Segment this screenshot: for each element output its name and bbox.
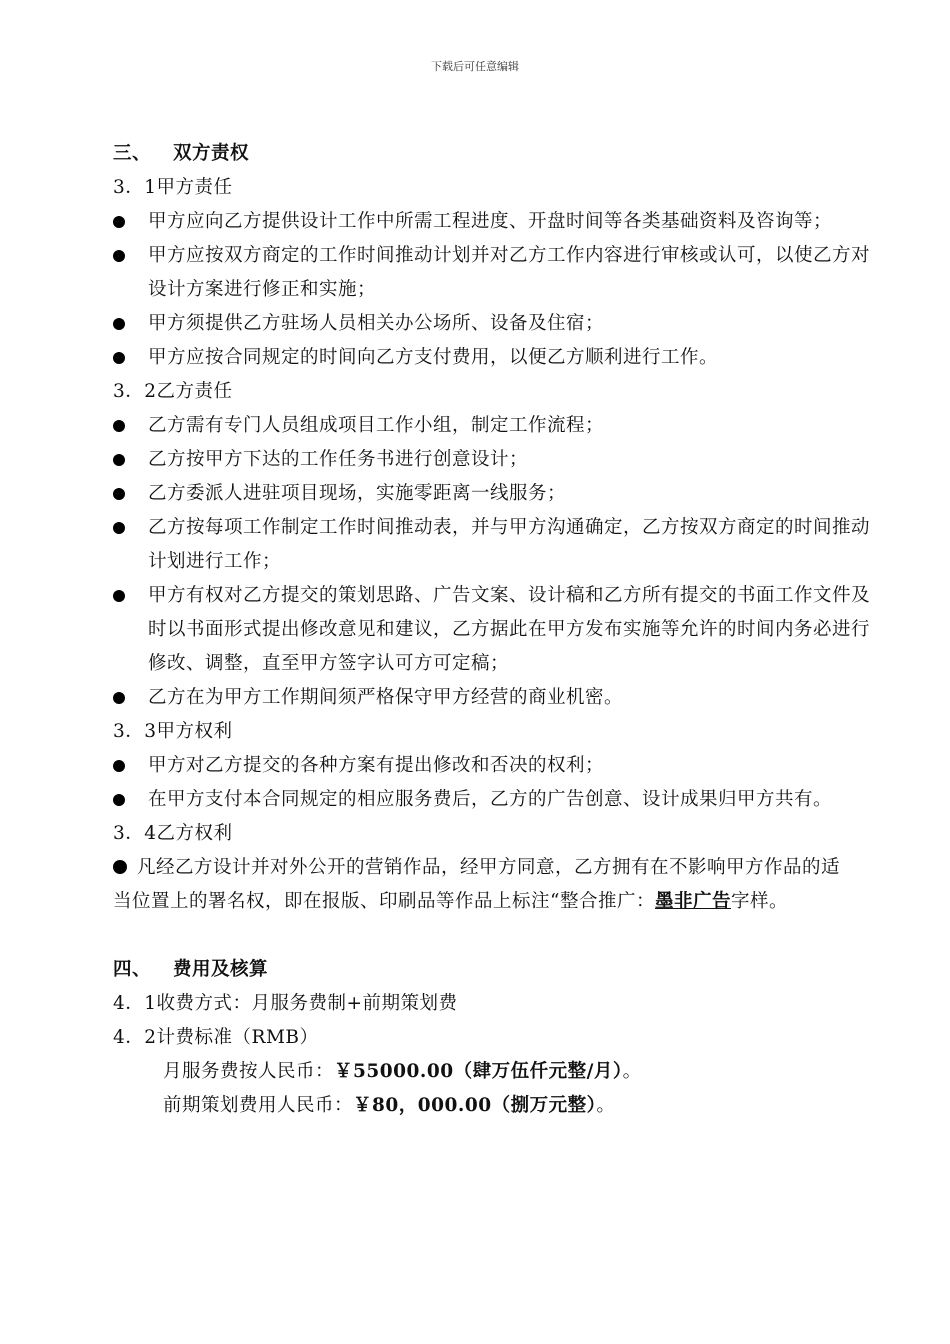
bullet-icon xyxy=(113,692,125,704)
list-item: 甲方须提供乙方驻场人员相关办公场所、设备及住宿； xyxy=(113,307,840,341)
signature-rights-paragraph: 凡经乙方设计并对外公开的营销作品，经甲方同意，乙方拥有在不影响甲方作品的适当位置上的署名权，即在报版、印刷品等作品上标注“整合推广：墨非广告字样。 xyxy=(113,857,841,912)
bullet-icon xyxy=(113,420,125,432)
billing-method: 4．1收费方式：月服务费制+前期策划费 xyxy=(113,993,458,1014)
list-item: 甲方应向乙方提供设计工作中所需工程进度、开盘时间等各类基础资料及咨询等； xyxy=(113,205,873,239)
list-item: 甲方有权对乙方提交的策划思路、广告文案、设计稿和乙方所有提交的书面工作文件及时以书面形式提出修改意见和建议，乙方据此在甲方发布实施等允许的时间内务必进行修改、调整，直至甲方签字认可方可定稿； xyxy=(113,579,873,681)
bullet-icon xyxy=(113,454,125,466)
section-title: 费用及核算 xyxy=(173,959,269,980)
subsection-3-3: 3．3甲方权利 xyxy=(113,721,233,742)
planning-fee: 前期策划费用人民币：￥80，000.00（捌万元整）。 xyxy=(163,1095,616,1116)
page-header: 下载后可任意编辑 xyxy=(431,60,519,73)
brand-name: 墨非广告 xyxy=(654,891,731,912)
monthly-fee: 月服务费按人民币：￥55000.00（肆万伍仟元整/月）。 xyxy=(163,1061,642,1082)
bullet-icon xyxy=(113,318,125,330)
bullet-icon xyxy=(113,352,125,364)
subsection-3-1: 3．1甲方责任 xyxy=(113,177,233,198)
bullet-icon xyxy=(113,794,125,806)
section-number: 三、 xyxy=(113,143,152,164)
bullet-icon xyxy=(113,250,125,262)
list-item: 甲方对乙方提交的各种方案有提出修改和否决的权利； xyxy=(113,749,840,783)
section-number: 四、 xyxy=(113,959,152,980)
document-body xyxy=(113,137,871,1123)
list-item: 乙方需有专门人员组成项目工作小组，制定工作流程； xyxy=(113,409,840,443)
bullet-icon xyxy=(113,522,125,534)
monthly-fee-amount: ￥55000.00（肆万伍仟元整/月） xyxy=(334,1061,623,1082)
list-item: 乙方按甲方下达的工作任务书进行创意设计； xyxy=(113,443,840,477)
list-item: 乙方委派人进驻项目现场，实施零距离一线服务； xyxy=(113,477,840,511)
section-4-heading xyxy=(113,953,840,987)
list-item: 甲方应按合同规定的时间向乙方支付费用，以便乙方顺利进行工作。 xyxy=(113,341,840,375)
subsection-3-4: 3．4乙方权利 xyxy=(113,823,233,844)
bullet-icon xyxy=(113,590,125,602)
list-item: 在甲方支付本合同规定的相应服务费后，乙方的广告创意、设计成果归甲方共有。 xyxy=(113,783,873,817)
bullet-icon xyxy=(113,860,127,874)
bullet-icon xyxy=(113,216,125,228)
bullet-icon xyxy=(113,760,125,772)
planning-fee-amount: ￥80，000.00（捌万元整） xyxy=(353,1095,597,1116)
billing-standard: 4．2计费标准（RMB） xyxy=(113,1027,319,1048)
list-item: 乙方按每项工作制定工作时间推动表，并与甲方沟通确定，乙方按双方商定的时间推动计划进行工作； xyxy=(113,511,873,579)
list-item: 乙方在为甲方工作期间须严格保守甲方经营的商业机密。 xyxy=(113,681,840,715)
bullet-icon xyxy=(113,488,125,500)
section-title: 双方责权 xyxy=(173,143,250,164)
section-3-heading xyxy=(113,137,840,171)
list-item: 甲方应按双方商定的工作时间推动计划并对乙方工作内容进行审核或认可，以使乙方对设计方案进行修正和实施； xyxy=(113,239,873,307)
subsection-3-2: 3．2乙方责任 xyxy=(113,381,233,402)
